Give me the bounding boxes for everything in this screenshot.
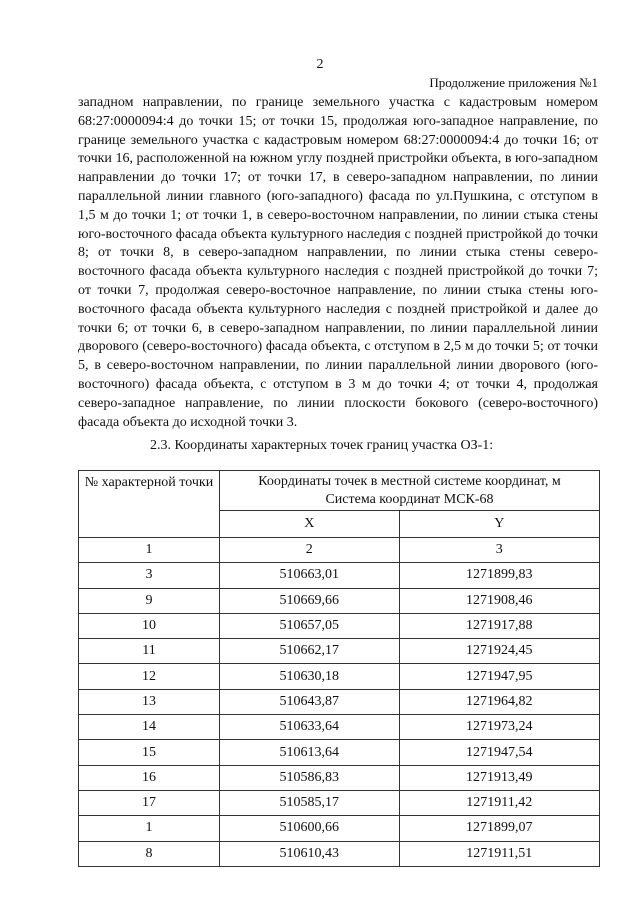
x-coordinate-cell: 510633,64 xyxy=(220,715,400,740)
point-number-cell: 9 xyxy=(79,588,220,613)
table-row xyxy=(79,613,600,638)
table-row xyxy=(79,689,600,714)
point-number-cell: 15 xyxy=(79,740,220,765)
point-number-cell: 13 xyxy=(79,689,220,714)
y-coordinate-cell: 1271913,49 xyxy=(399,765,599,790)
x-coordinate-cell: 510600,66 xyxy=(220,816,400,841)
table-row xyxy=(79,588,600,613)
page-number: 2 xyxy=(316,57,324,72)
point-number-cell: 10 xyxy=(79,613,220,638)
table-row xyxy=(79,664,600,689)
y-coordinate-cell: 1271973,24 xyxy=(399,715,599,740)
x-coordinate-cell: 510610,43 xyxy=(220,841,400,866)
point-number-cell: 8 xyxy=(79,841,220,866)
header-x: X xyxy=(220,511,400,538)
table-row xyxy=(79,715,600,740)
point-number-cell: 17 xyxy=(79,790,220,815)
header-coordinates-line2: Система координат МСК-68 xyxy=(325,491,494,507)
table-row xyxy=(79,765,600,790)
header-coordinates xyxy=(220,471,600,511)
point-number-cell: 12 xyxy=(79,664,220,689)
column-index-cell: 1 xyxy=(79,538,220,563)
x-coordinate-cell: 510669,66 xyxy=(220,588,400,613)
y-coordinate-cell: 1271899,83 xyxy=(399,563,599,588)
table-row xyxy=(79,816,600,841)
point-number-cell: 11 xyxy=(79,639,220,664)
point-number-cell: 14 xyxy=(79,715,220,740)
y-coordinate-cell: 1271947,54 xyxy=(399,740,599,765)
y-coordinate-cell: 1271911,51 xyxy=(399,841,599,866)
y-coordinate-cell: 1271911,42 xyxy=(399,790,599,815)
x-coordinate-cell: 510662,17 xyxy=(220,639,400,664)
x-coordinate-cell: 510643,87 xyxy=(220,689,400,714)
x-coordinate-cell: 510586,83 xyxy=(220,765,400,790)
point-number-cell: 3 xyxy=(79,563,220,588)
table-row xyxy=(79,639,600,664)
table-row xyxy=(79,563,600,588)
point-number-cell: 16 xyxy=(79,765,220,790)
y-coordinate-cell: 1271924,45 xyxy=(399,639,599,664)
table-row xyxy=(79,841,600,866)
body-text xyxy=(78,94,598,432)
y-coordinate-cell: 1271899,07 xyxy=(399,816,599,841)
header-coordinates-line1: Координаты точек в местной системе координат, м xyxy=(258,473,561,489)
column-index-cell: 2 xyxy=(220,538,400,563)
header-y: Y xyxy=(399,511,599,538)
x-coordinate-cell: 510630,18 xyxy=(220,664,400,689)
appendix-continuation-note: Продолжение приложения №1 xyxy=(429,75,598,90)
y-coordinate-cell: 1271917,88 xyxy=(399,613,599,638)
coordinates-table xyxy=(78,470,600,867)
x-coordinate-cell: 510585,17 xyxy=(220,790,400,815)
x-coordinate-cell: 510613,64 xyxy=(220,740,400,765)
y-coordinate-cell: 1271964,82 xyxy=(399,689,599,714)
column-index-row xyxy=(79,538,600,563)
point-number-cell: 1 xyxy=(79,816,220,841)
boundary-description-paragraph: западном направлении, по границе земельного участка с кадастровым номером 68:27:0000094:4 до точки 15; от точки 15, продолжая юго-западное направление, по границе земельного участка с кадастровым номером 68:27:0000094:4 до точки 16; от точки 16, расположенной на южном углу поздней пристройки объекта, в юго-западном направлении до точки 17; от точки 17, в северо-западном направлении, по линии параллельной линии главного (юго-западного) фасада по ул.Пушкина, с отступом в 1,5 м до точки 1; от точки 1, в северо-восточном направлении, по линии стыка стены юго-восточного фасада объекта культурного наследия с поздней пристройкой до точки 8; от точки 8, в северо-западном направлении, по линии стыка стены северо-восточного фасада объекта культурного наследия с поздней пристройкой до точки 7; от точки 7, продолжая северо-восточное направление, по линии стыка стены юго-восточного фасада объекта культурного наследия с поздней пристройкой и далее до точки 6; от точки 6, в северо-западном направлении, по линии параллельной линии дворового (северо-восточного) фасада объекта, с отступом в 2,5 м до точки 5; от точки 5, в северо-восточном направлении, по линии параллельной линии дворового (юго-восточного) фасада объекта, с отступом в 3 м до точки 4; от точки 4, продолжая северо-западное направление, по линии плоскости бокового (северо-восточного) фасада объекта до исходной точки 3. xyxy=(78,95,598,430)
header-point-number: № характерной точки xyxy=(79,471,220,538)
y-coordinate-cell: 1271947,95 xyxy=(399,664,599,689)
table-row xyxy=(79,740,600,765)
column-index-cell: 3 xyxy=(399,538,599,563)
table-row xyxy=(79,790,600,815)
x-coordinate-cell: 510663,01 xyxy=(220,563,400,588)
section-heading: 2.3. Координаты характерных точек границ участка ОЗ-1: xyxy=(150,438,494,453)
x-coordinate-cell: 510657,05 xyxy=(220,613,400,638)
y-coordinate-cell: 1271908,46 xyxy=(399,588,599,613)
